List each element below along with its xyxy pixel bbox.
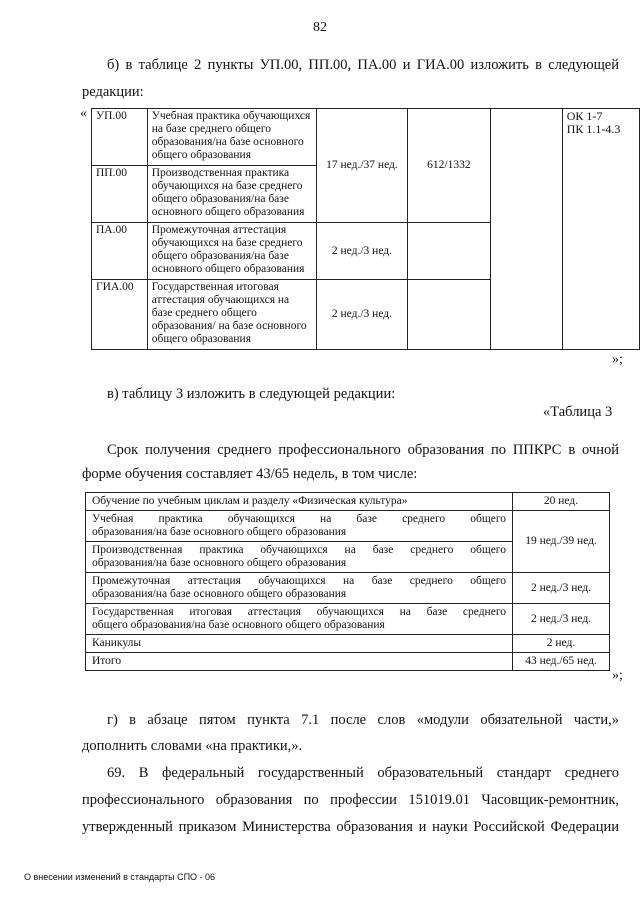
para-69-line3: утвержденный приказом Министерства образования и науки Российской Федерации [82,819,619,835]
para-g-line2: дополнить словами «на практики,». [82,738,303,754]
table-cell-desc: Учебная практика обучающихся на базе среднего общего образования/на базе основного общего образования [86,511,513,542]
table-row [86,493,610,511]
table-cell-value: 2 нед./3 нед. [513,604,610,635]
table-row [86,604,610,635]
table-cell-hours-merged: 612/1332 [407,109,491,223]
table-cell-empty [491,109,562,350]
term-text-line1: Срок получения среднего профессионального образования по ППКРС в очной [107,442,619,458]
table-cell-competencies [562,109,639,350]
table-cell-name: Промежуточная аттестация обучающихся на базе среднего общего образования/на базе основного общего образования [147,223,317,280]
table2 [91,108,640,350]
competencies-ok: ОК 1-7 [566,109,603,123]
intro-b-line2: редакции: [82,84,144,100]
table-cell-code: УП.00 [92,109,148,166]
term-text-line2: форме обучения составляет 43/65 недель, в том числе: [82,466,418,482]
para-69-line1: 69. В федеральный государственный образовательный стандарт среднего [107,765,619,781]
table-cell-code: ПА.00 [92,223,148,280]
table-cell-value-merged: 19 нед./39 нед. [513,511,610,573]
table-cell-name: Производственная практика обучающихся на базе среднего общего образования/на базе основного общего образования [147,166,317,223]
table3 [85,492,610,671]
page-number: 82 [313,20,327,35]
table-row [86,573,610,604]
table-row [86,653,610,671]
table3-label: «Таблица 3 [543,404,613,420]
table-cell-name: Учебная практика обучающихся на базе среднего общего образования/на базе основного общего образования [147,109,317,166]
table-cell-weeks-merged: 17 нед./37 нед. [317,109,407,223]
table-cell-weeks: 2 нед./3 нед. [317,280,407,350]
table-cell-hours [407,280,491,350]
intro-v: в) таблицу 3 изложить в следующей редакции: [107,386,396,402]
table-row [92,109,640,166]
table3-close-quote: »; [612,668,623,683]
table-row [86,511,610,542]
para-69-line2: профессионального образования по профессии 151019.01 Часовщик-ремонтник, [82,792,619,808]
table-cell-name: Государственная итоговая аттестация обучающихся на базе среднего общего образования/ на базе основного общего образования [147,280,317,350]
table-cell-desc: Итого [86,653,513,671]
table2-open-quote: « [80,106,87,121]
table-cell-desc: Государственная итоговая аттестация обучающихся на базе среднего общего образования/на базе основного общего образования [86,604,513,635]
competencies-pk: ПК 1.1-4.3 [566,122,621,136]
table-cell-desc: Обучение по учебным циклам и разделу «Физическая культура» [86,493,513,511]
table2-close-quote: »; [612,352,623,367]
table-cell-value: 43 нед./65 нед. [513,653,610,671]
table-cell-desc: Промежуточная аттестация обучающихся на базе среднего общего образования/на базе основного общего образования [86,573,513,604]
table-cell-value: 2 нед. [513,635,610,653]
table-cell-weeks: 2 нед./3 нед. [317,223,407,280]
footer-note: О внесении изменений в стандарты СПО - 06 [24,872,216,882]
table-cell-hours [407,223,491,280]
table-cell-desc: Каникулы [86,635,513,653]
table-cell-code: ПП.00 [92,166,148,223]
intro-b-line1: б) в таблице 2 пункты УП.00, ПП.00, ПА.00 и ГИА.00 изложить в следующей [107,57,619,73]
table-cell-desc: Производственная практика обучающихся на базе среднего общего образования/на базе основного общего образования [86,542,513,573]
table-cell-value: 2 нед./3 нед. [513,573,610,604]
table-row [86,635,610,653]
para-g-line1: г) в абзаце пятом пункта 7.1 после слов «модули обязательной части,» [107,712,619,728]
table-cell-code: ГИА.00 [92,280,148,350]
table-cell-value: 20 нед. [513,493,610,511]
